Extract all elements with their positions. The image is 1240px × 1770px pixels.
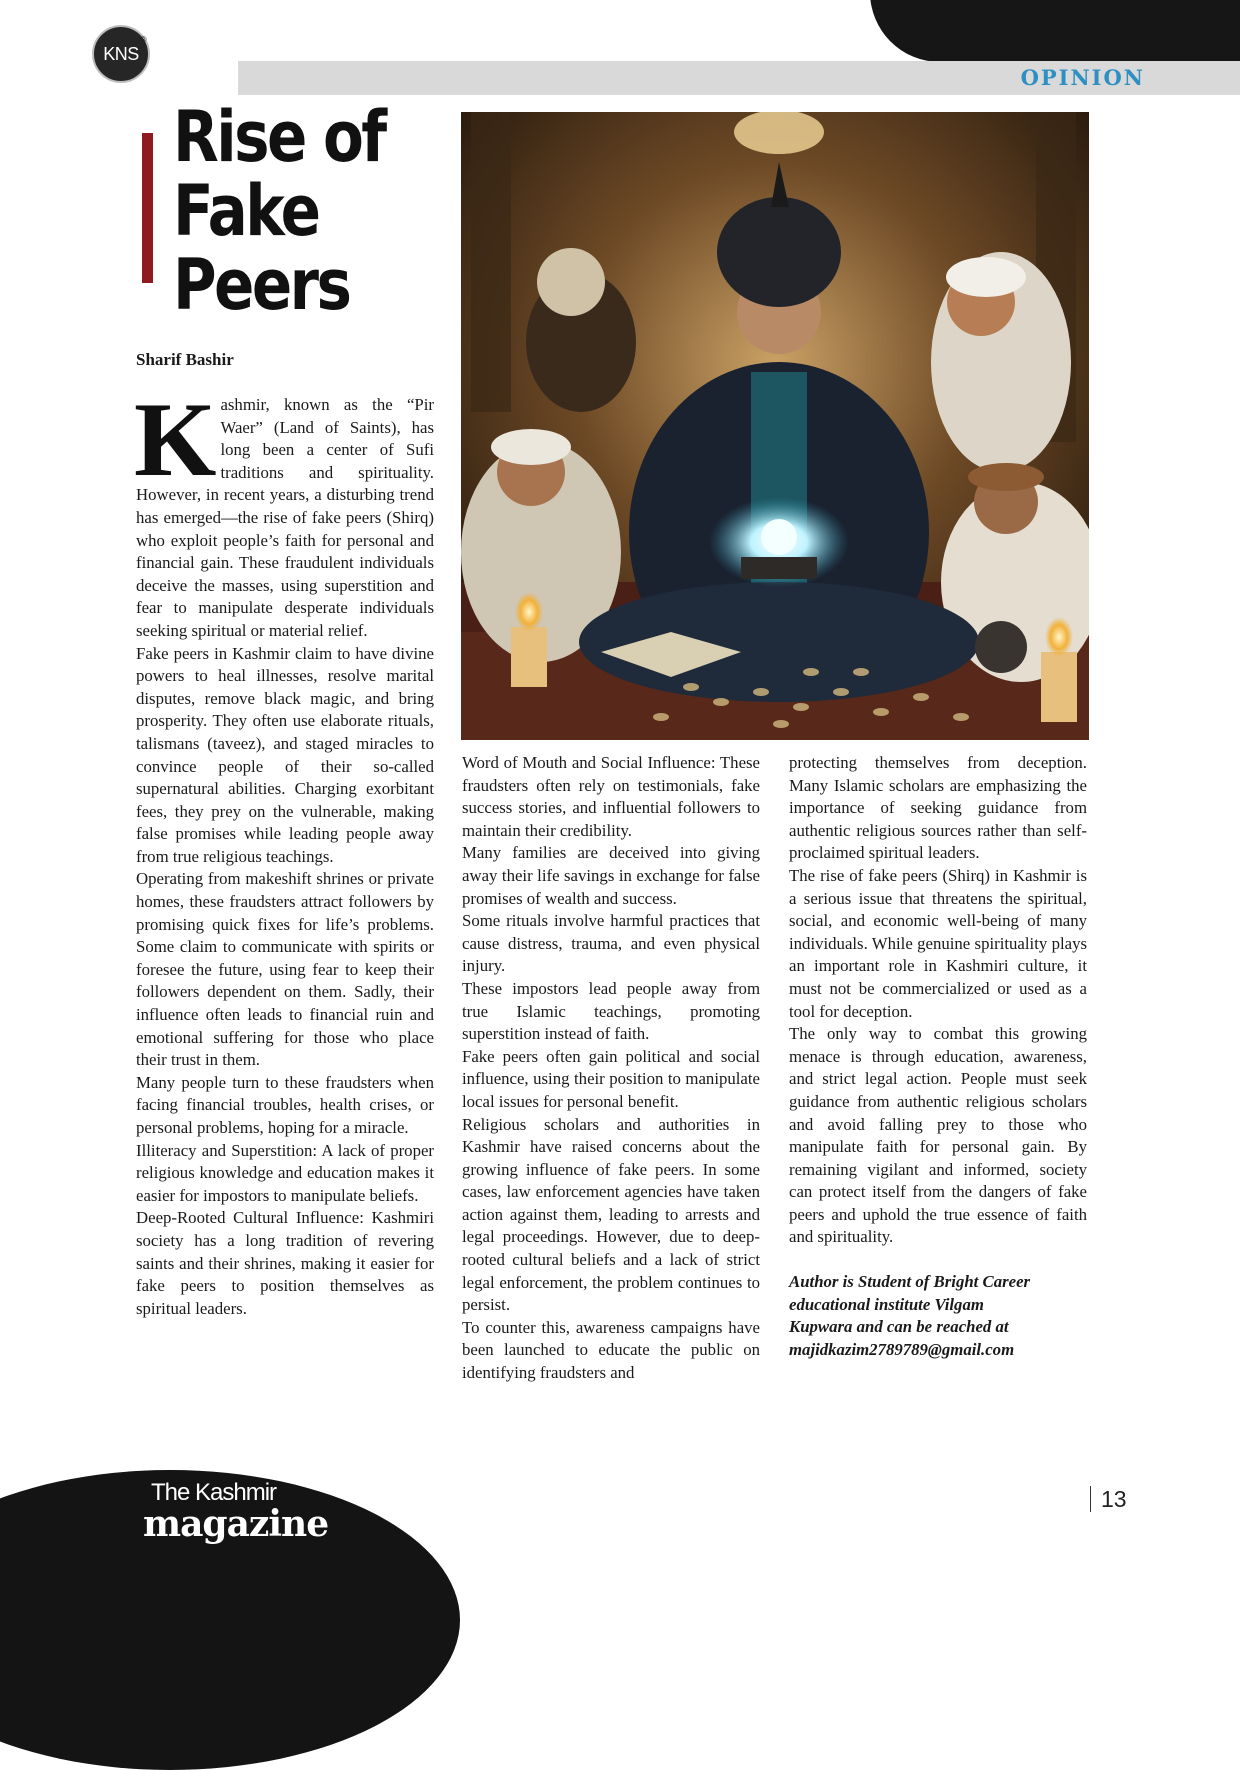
- registered-mark: ®: [140, 35, 146, 44]
- magazine-logo-big: magazine: [143, 1503, 329, 1545]
- paragraph: Religious scholars and authorities in Kashmir have raised concerns about the growing influence of fake peers. In some cases, law enforcement agencies have taken action against them, leading to arrests and legal proceedings. However, due to deep-rooted cultural beliefs and a lack of strict legal enforcement, the problem continues to persist.: [462, 1114, 760, 1315]
- paragraph: protecting themselves from deception. Many Islamic scholars are emphasizing the importance of seeking guidance from authentic religious sources rather than self-proclaimed spiritual leaders.: [789, 753, 1087, 863]
- kns-logo-text: KNS: [103, 44, 139, 64]
- article-column-2: [462, 752, 760, 1385]
- magazine-logo-small: The Kashmir: [151, 1479, 277, 1506]
- author-byline: Sharif Bashir: [136, 350, 234, 369]
- title-line-1: Rise of: [173, 96, 385, 178]
- fake-peer-illustration: [461, 112, 1089, 740]
- paragraph: Fake peers in Kashmir claim to have divine powers to heal illnesses, resolve marital disputes, remove black magic, and bring prosperity. They often use elaborate rituals, talismans (taveez), and staged miracles to convince people of their so-called supernatural abilities. Charging exorbitant fees, they prey on the vulnerable, making false promises while leading people away from true religious teachings.: [136, 643, 434, 866]
- author-note: [789, 1271, 1087, 1361]
- article-hero-image: [461, 112, 1089, 740]
- author-note-line: Author is Student of Bright Career: [789, 1272, 1031, 1292]
- paragraph: Word of Mouth and Social Influence: These fraudsters often rely on testimonials, fake success stories, and influential followers to maintain their credibility.: [462, 753, 760, 840]
- section-label: OPINION: [1020, 65, 1145, 90]
- paragraph: Many people turn to these fraudsters when facing financial troubles, health crises, or personal problems, hoping for a miracle.: [136, 1072, 434, 1137]
- article-column-1: [134, 381, 434, 1320]
- author-note-line: educational institute Vilgam: [789, 1294, 984, 1314]
- paragraph: Deep-Rooted Cultural Influence: Kashmiri society has a long tradition of revering saints and their shrines, making it easier for fake peers to position themselves as spiritual leaders.: [136, 1208, 434, 1318]
- paragraph: Some rituals involve harmful practices that cause distress, trauma, and even physical injury.: [462, 911, 760, 976]
- title-line-2: Fake: [173, 170, 319, 252]
- title-line-3: Peers: [173, 244, 350, 326]
- paragraph: Operating from makeshift shrines or private homes, these fraudsters attract followers by promising quick fixes for life’s problems. Some claim to communicate with spirits or foresee the future, using fear to keep their followers dependent on them. Sadly, their influence often leads to financial ruin and emotional suffering for those who place their trust in them.: [136, 869, 434, 1070]
- author-note-line: Kupwara and can be reached at: [789, 1317, 1009, 1337]
- paragraph: Many families are deceived into giving away their life savings in exchange for false promises of wealth and success.: [462, 843, 760, 908]
- paragraph-text: ashmir, known as the “Pir Waer” (Land of Saints), has long been a center of Sufi traditions and spirituality. However, in recent years, a disturbing trend has emerged—the rise of fake peers (Shirq) who exploit people’s faith for personal and financial gain. These fraudulent individuals deceive the masses, using superstition and fear to manipulate desperate individuals seeking spiritual or material relief.: [136, 395, 434, 640]
- paragraph: The only way to combat this growing menace is through education, awareness, and strict legal action. People must seek guidance from authentic religious scholars and avoid falling prey to those who manipulate faith for personal gain. By remaining vigilant and informed, society can protect itself from the dangers of fake peers and uphold the true essence of faith and spirituality.: [789, 1024, 1087, 1247]
- header-black-shape: [870, 0, 1240, 62]
- magazine-logo: [143, 1479, 329, 1545]
- article-title: [173, 96, 411, 326]
- paragraph: These impostors lead people away from true Islamic teachings, promoting superstition instead of faith.: [462, 978, 760, 1044]
- paragraph: Fake peers often gain political and social influence, using their position to manipulate local issues for personal benefit.: [462, 1046, 760, 1111]
- kns-logo: [92, 25, 150, 83]
- paragraph: Illiteracy and Superstition: A lack of proper religious knowledge and education makes it easier for impostors to manipulate beliefs.: [136, 1140, 434, 1205]
- article-column-3: [789, 752, 1087, 1361]
- author-email[interactable]: majidkazim2789789@gmail.com: [789, 1339, 1015, 1359]
- title-accent-bar: [142, 133, 153, 283]
- paragraph: To counter this, awareness campaigns have been launched to educate the public on identifying fraudsters and: [462, 1317, 760, 1383]
- paragraph: [134, 381, 434, 643]
- page-number: 13: [1090, 1486, 1127, 1512]
- paragraph: The rise of fake peers (Shirq) in Kashmir is a serious issue that threatens the spiritual, social, and economic well-being of many individuals. While genuine spirituality plays an important role in Kashmiri culture, it must not be commercialized or used as a tool for deception.: [789, 865, 1087, 1021]
- drop-cap: K: [134, 381, 217, 498]
